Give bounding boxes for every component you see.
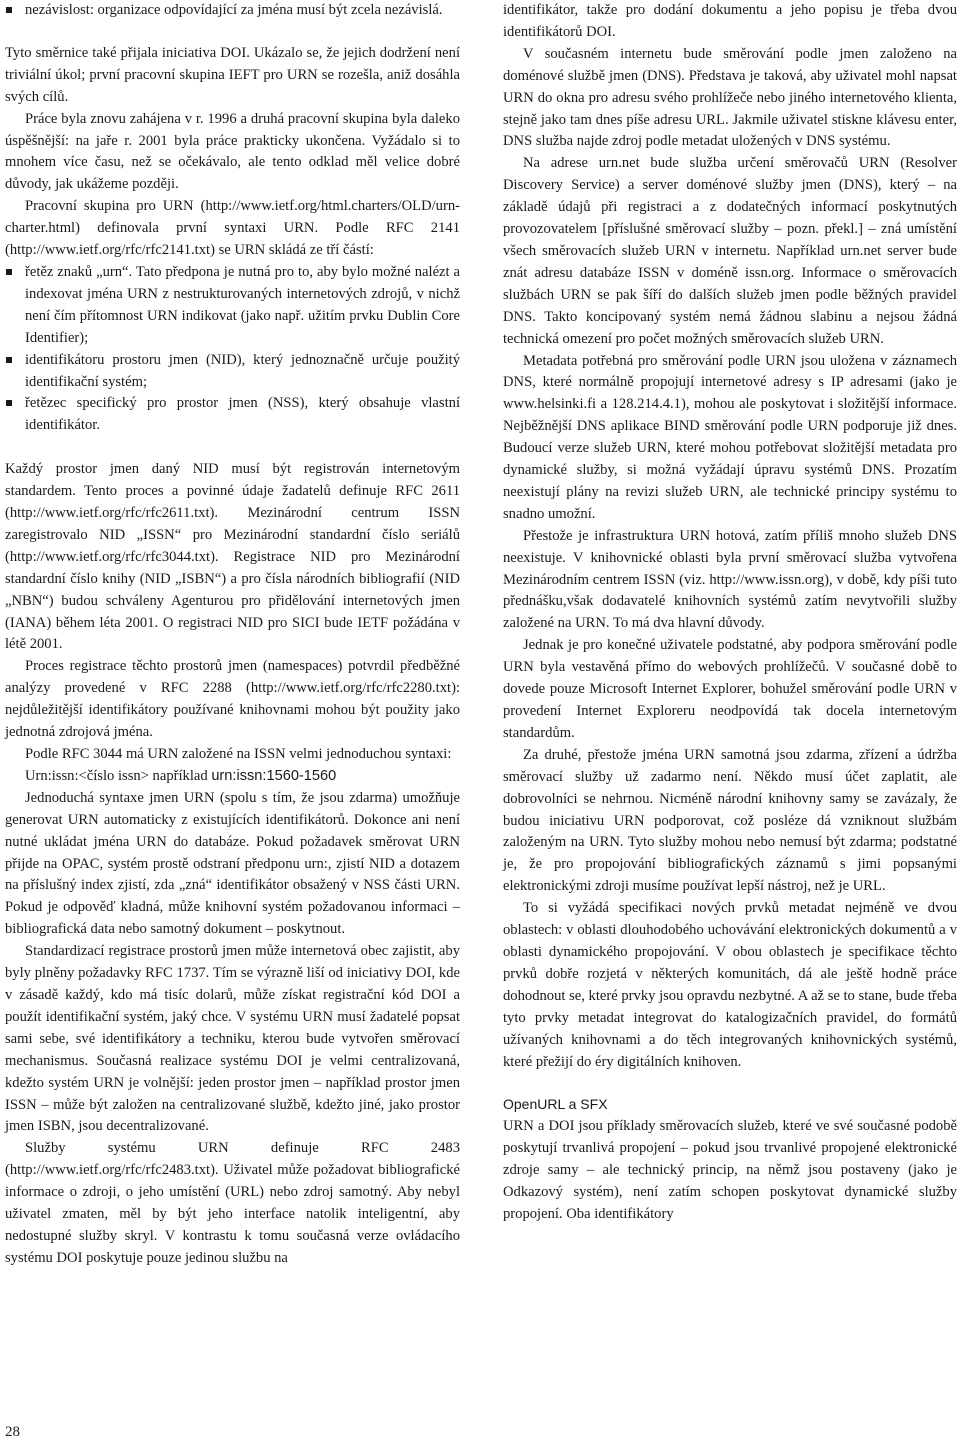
syntax-example: urn:issn:1560-1560 [211,767,337,784]
paragraph: To si vyžádá specifikaci nových prvků metadat nejméně ve dvou oblastech: v oblasti dlouhodobého uchovávání elektronických dokumentů a v oblasti dynamického propojování. V obou oblastech je specifikace těchto prvků dobře rozjetá v některých komunitách, dá ale ještě hodně práce dohodnout se, které prvky jsou opravdu nezbytné. A až se to stane, bude třeba tyto prvky metadat integrovat do katalogizačních pravidel, do formátů užívaných knihovnami a do těch integrovaných knihovnických systémů, které přežijí do éry digitálních knihoven. [503,900,957,1070]
right-column [503,0,957,1226]
list-item: řetěz znaků „urn“. Tato předpona je nutná pro to, aby bylo možné nalézt a indexovat jména URN z nestrukturovaných internetových zdrojů, v nichž není čím přítomnost URN indikovat (jako např. užitím prvku Dublin Core Identifier); [5,262,460,350]
paragraph: Každý prostor jmen daný NID musí být registrován internetovým standardem. Tento proces a povinné údaje žadatelů definuje RFC 2611 (http://www.ietf.org/rfc/rfc2611.txt). Mezinárodní centrum ISSN zaregistrovalo NID „ISSN“ pro Mezinárodní standardní číslo seriálů (http://www.ietf.org/rfc/rfc3044.txt). Registrace NID pro Mezinárodní standardní číslo knihy (NID „ISBN“) a pro čísla národních bibliografií (NID „NBN“) budou schváleny Agenturou pro přidělování internetových jmen (IANA) během léta 2001. O registraci NID pro SICI bude IETF požádána v létě 2001. [5,461,460,653]
spacer [5,22,460,43]
paragraph: Za druhé, přestože jména URN samotná jsou zdarma, zřízení a údržba směrovací služby už zadarmo není. Někdo musí účet zaplatit, ale dobrovolníci se nehrnou. Nicméně národní knihovny samy se zavázaly, že budou iniciativu URN podporovat, což posléze dá vzniknout službám založeným na URN. Tyto služby mohou nebo nemusí být zdarma; podstatné je, že pro propojování bibliografických záznamů s jimi popsanými elektronickými zdroji musíme používat lepší nástroj, než je URL. [503,746,957,895]
paragraph: Jednoduchá syntaxe jmen URN (spolu s tím, že jsou zdarma) umožňuje generovat URN automaticky z existujících identifikátorů. Dokonce ani není nutné ukládat jména URN do databáze. Pokud požadavek směrovat URN přijde na OPAC, systém prostě odstraní předponu urn:, zjistí NID a dotazem na příslušný index zjistí, zda „zná“ identifikátor obsažený v NSS části URN. Pokud je odpověď kladná, může knihovní systém požadovanou informaci – bibliografická data nebo samotný dokument – poskytnout. [5,789,460,938]
paragraph: Metadata potřebná pro směrování podle URN jsou uložena v záznamech DNS, které normálně propojují internetové adresy s IP adresami (jako je www.helsinki.fi a 128.214.4.1), mohou ale poskytovat i složitější informace. Nejběžnější DNS aplikace BIND směrování podle URN podporuje již dnes. Budoucí verze služeb URN, které mohou potřebovat složitější metadata pro dynamické služby, si možná vyžádají úpravu systémů DNS. Prozatím neexistují plány na revizi služeb URN, ale technické principy systému to snadno umožní. [503,352,957,522]
syntax-line [5,766,460,788]
urn-parts-list [5,262,460,437]
spacer [503,1073,957,1094]
page-number: 28 [5,1424,20,1440]
paragraph: Práce byla znovu zahájena v r. 1996 a druhá pracovní skupina byla daleko úspěšnější: na jaře r. 2001 byla práce prakticky ukončena. Vyžádalo si to mnohem více času, než se očekávalo, ale tento odklad měl velice dobré důvody, jak ukážeme později. [5,110,460,193]
paragraph: Jednak je pro konečné uživatele podstatné, aby podpora směrování podle URN byla vestavěná přímo do webových prohlížečů. V současné době to dovede pouze Microsoft Internet Explorer, bohužel směrování podle URN v provedení Internet Exploreru neodpovídá tak docela internetovým standardům. [503,637,957,741]
paragraph: V současném internetu bude směrování podle jmen založeno na doménové službě jmen (DNS). Představa je taková, aby uživatel mohl napsat URN do okna pro adresu svého prohlížeče nebo jiného internetového klienta, stejně jako tam dnes píše adresu URL. Jakmile uživatel stiskne klávesu enter, DNS služba najde zdroj podle metadat uložených v DNS systému. [503,45,957,150]
spacer [5,437,460,459]
bullet-list-top [5,0,460,22]
list-item: identifikátoru prostoru jmen (NID), který jednoznačně určuje použitý identifikační systém; [5,350,460,394]
paragraph: URN a DOI jsou příklady směrovacích služeb, které ve své současné podobě poskytují trvanlivá propojení – pokud jsou trvanlivé propojené elektronické zdroje samy – ale technický princip, na němž jsou postaveny (jako je Odkazový systém), není zatím schopen poskytovat dynamické služby propojení. Oba identifikátory [503,1118,957,1222]
list-item: řetězec specifický pro prostor jmen (NSS), který obsahuje vlastní identifikátor. [5,393,460,437]
paragraph: Na adrese urn.net bude služba určení směrovačů URN (Resolver Discovery Service) a server doménové služby jmen (DNS), který – na základě údajů při registraci a z dodatečných informací poskytnutých provozovatelem [příslušné směrovací služby – pozn. překl.] – zná umístění všech směrovacích služeb URN v internetu. Například urn.net server bude znát adresu databáze ISSN v doméně issn.org. Informace o směrovacích službách URN se pak šíří do dalších služeb jmen podle běžných pravidel DNS. Takto koncipovaný systém nemá žádnou slabinu a nejsou žádná technická omezení pro počet možných směrovacích služeb URN. [503,155,957,347]
paragraph: Proces registrace těchto prostorů jmen (namespaces) potvrdil předběžné analýzy provedené v RFC 2288 (http://www.ietf.org/rfc/rfc2280.txt): nejdůležitější identifikátory používané knihovnami mohou být použity jako jednotná zdrojová jména. [5,658,460,741]
syntax-prefix: Urn:issn:<číslo issn> například [25,767,212,784]
paragraph: Pracovní skupina pro URN (http://www.ietf.org/html.charters/OLD/urn-charter.html) definovala první syntaxi URN. Podle RFC 2141 (http://www.ietf.org/rfc/rfc2141.txt) se URN skládá ze tří částí: [5,198,460,259]
section-heading: OpenURL a SFX [503,1096,608,1113]
paragraph: Standardizací registrace prostorů jmen může internetová obec zajistit, aby byly plněny požadavky RFC 1737. Tím se výrazně liší od iniciativy DOI, kde v zásadě každý, kdo má tisíc dolarů, může získat registrační kód DOI a použít identifikační systém, jaký chce. V systému URN musí žadatelé popsat sami sebe, své identifikátory a techniku, kterou bude vytvořen směrovací mechanismus. Současná realizace systému DOI je velmi centralizovaná, kdežto systém URN je volnější: jeden prostor jmen – například prostor jmen ISSN – může být založen na centralizované službě, kdežto jiné, jako prostor jmen ISBN, jsou decentralizované. [5,943,460,1135]
paragraph: Tyto směrnice také přijala iniciativa DOI. Ukázalo se, že jejich dodržení není triviální úkol; první pracovní skupina IEFT pro URN se rozešla, aniž dosáhla svých cílů. [5,44,460,105]
paragraph: Podle RFC 3044 má URN založené na ISSN velmi jednoduchou syntaxi: [25,746,452,762]
paragraph: Služby systému URN definuje RFC 2483 (http://www.ietf.org/rfc/rfc2483.txt). Uživatel může požadovat bibliografické informace o zdroji, o jeho umístění (URL) nebo zdroj samotný. Aby nebyl uživatel zmaten, měl by být jeho interface natolik inteligentní, aby nedostupné služby skryl. V kontrastu k tomu současná verze ovládacího systému DOI poskytuje pouze jedinou službu na [5,1140,460,1266]
left-column [5,0,460,1270]
paragraph: identifikátor, takže pro dodání dokumentu a jeho popisu je třeba dvou identifikátorů DOI. [503,2,957,40]
paragraph: Přestože je infrastruktura URN hotová, zatím příliš mnoho služeb DNS neexistuje. V knihovnické oblasti byla první směrovací služba vytvořena Mezinárodním centrem ISSN (viz. http://www.issn.org), v době, kdy píši tuto přednášku,však dodavatelé knihovních systémů zatím nevytvořili služby založené na URN. To má dva hlavní důvody. [503,527,957,632]
list-item: nezávislost: organizace odpovídající za jména musí být zcela nezávislá. [5,0,460,22]
